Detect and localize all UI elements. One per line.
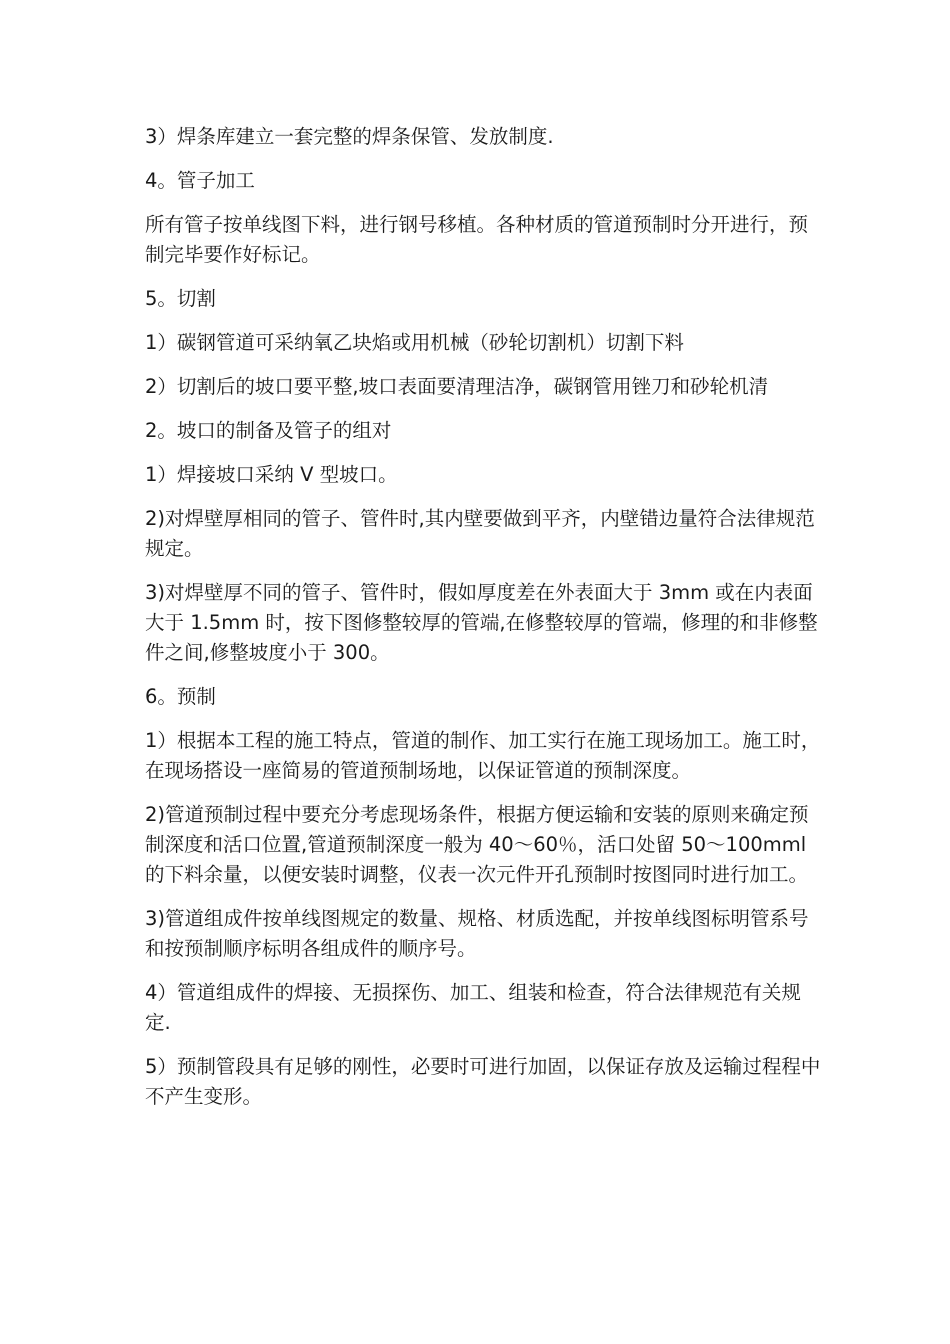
section-heading: 6。预制	[145, 685, 216, 708]
paragraph: 2）切割后的坡口要平整,坡口表面要清理洁净，碳钢管用锉刀和砂轮机清	[145, 375, 769, 398]
document-body	[145, 122, 825, 1126]
section-heading: 4。管子加工	[145, 169, 255, 192]
paragraph: 1）根据本工程的施工特点，管道的制作、加工实行在施工现场加工。施工时，在现场搭设一座简易的管道预制场地，以保证管道的预制深度。	[145, 729, 821, 782]
paragraph: 1）焊接坡口采纳 V 型坡口。	[145, 463, 398, 486]
paragraph: 5）预制管段具有足够的刚性，必要时可进行加固，以保证存放及运输过程程中不产生变形。	[145, 1055, 821, 1108]
paragraph: 3）焊条库建立一套完整的焊条保管、发放制度.	[145, 125, 554, 148]
paragraph: 3)管道组成件按单线图规定的数量、规格、材质选配，并按单线图标明管系号和按预制顺序标明各组成件的顺序号。	[145, 907, 809, 960]
paragraph: 4）管道组成件的焊接、无损探伤、加工、组装和检查，符合法律规范有关规定.	[145, 981, 801, 1034]
paragraph: 1）碳钢管道可采纳氧乙块焰或用机械（砂轮切割机）切割下料	[145, 331, 684, 354]
paragraph: 3)对焊壁厚不同的管子、管件时，假如厚度差在外表面大于 3mm 或在内表面大于 1.5mm 时，按下图修整较厚的管端,在修整较厚的管端，修理的和非修整件之间,修整坡度小于 300。	[145, 581, 818, 664]
section-heading: 2。坡口的制备及管子的组对	[145, 419, 392, 442]
paragraph: 2)管道预制过程中要充分考虑现场条件，根据方便运输和安装的原则来确定预制深度和活口位置,管道预制深度一般为 40～60％，活口处留 50～100mml 的下料余量，以便安装时调整，仪表一次元件开孔预制时按图同时进行加工。	[145, 803, 809, 886]
section-heading: 5。切割	[145, 287, 216, 310]
paragraph: 所有管子按单线图下料，进行钢号移植。各种材质的管道预制时分开进行，预制完毕要作好标记。	[145, 213, 809, 266]
paragraph: 2)对焊壁厚相同的管子、管件时,其内壁要做到平齐，内壁错边量符合法律规范规定。	[145, 507, 815, 560]
